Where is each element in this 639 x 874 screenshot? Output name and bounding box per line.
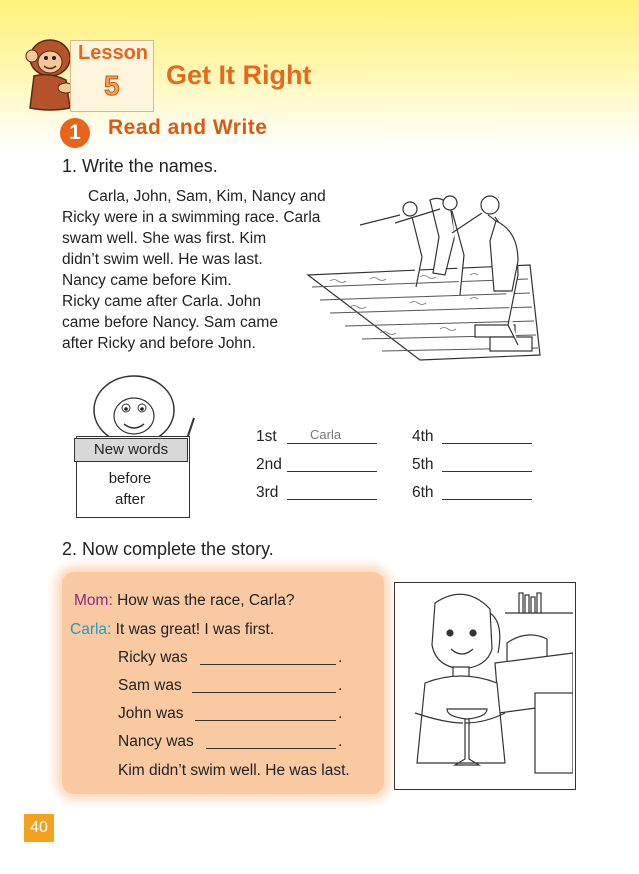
passage-line: after Ricky and before John. xyxy=(62,335,256,352)
page-number: 40 xyxy=(24,814,54,842)
section-title: Read and Write xyxy=(108,116,268,139)
question-2-prompt: 2. Now complete the story. xyxy=(62,539,274,559)
girl-with-trophy-illustration xyxy=(395,583,573,787)
dialogue-text: It was great! I was first. xyxy=(115,621,275,638)
passage-line: Ricky were in a swimming race. Carla xyxy=(62,209,321,226)
new-word: after xyxy=(114,491,145,508)
answer-blank[interactable] xyxy=(442,429,532,444)
lesson-number: 5 xyxy=(104,70,120,101)
full-stop: . xyxy=(338,733,343,750)
ordinal-label: 5th xyxy=(412,456,434,473)
answer-text: Carla xyxy=(310,427,342,442)
page-title: Get It Right xyxy=(166,60,312,90)
ordinal-label: 2nd xyxy=(256,456,282,473)
story-sentence: John was xyxy=(118,705,184,722)
ordinal-label: 1st xyxy=(256,428,277,445)
new-words-heading: New words xyxy=(74,438,188,462)
passage-line: swam well. She was first. Kim xyxy=(62,230,267,247)
dialogue-line xyxy=(74,592,295,610)
ordinal-label: 4th xyxy=(412,428,434,445)
question-1-prompt: 1. Write the names. xyxy=(62,156,218,176)
answer-blank[interactable] xyxy=(442,485,532,500)
answer-blank[interactable] xyxy=(287,457,377,472)
ordinal-label: 3rd xyxy=(256,484,279,501)
story-blank[interactable] xyxy=(200,650,336,665)
story-sentence: Nancy was xyxy=(118,733,194,750)
full-stop: . xyxy=(338,705,343,722)
full-stop: . xyxy=(338,649,343,666)
story-last-line: Kim didn’t swim well. He was last. xyxy=(118,762,350,779)
passage-line: didn’t swim well. He was last. xyxy=(62,251,263,268)
dialogue-text: How was the race, Carla? xyxy=(117,592,295,609)
passage-line: came before Nancy. Sam came xyxy=(62,314,278,331)
speaker-carla: Carla: xyxy=(70,621,112,638)
passage-line: Nancy came before Kim. xyxy=(62,272,232,289)
story-sentence: Ricky was xyxy=(118,649,188,666)
lesson-label: Lesson xyxy=(78,42,149,64)
speaker-mom: Mom: xyxy=(74,592,113,609)
full-stop: . xyxy=(338,677,343,694)
answer-blank[interactable] xyxy=(442,457,532,472)
dialogue-line xyxy=(70,621,274,639)
story-blank[interactable] xyxy=(206,734,336,749)
story-blank[interactable] xyxy=(195,706,336,721)
section-number: 1 xyxy=(60,118,90,148)
passage-line: Ricky came after Carla. John xyxy=(62,293,261,310)
ordinal-label: 6th xyxy=(412,484,434,501)
swimming-race-illustration xyxy=(300,195,555,365)
passage-line: Carla, John, Sam, Kim, Nancy and xyxy=(88,188,326,205)
story-blank[interactable] xyxy=(192,678,336,693)
answer-blank[interactable] xyxy=(287,485,377,500)
story-sentence: Sam was xyxy=(118,677,182,694)
new-word: before xyxy=(108,470,152,487)
